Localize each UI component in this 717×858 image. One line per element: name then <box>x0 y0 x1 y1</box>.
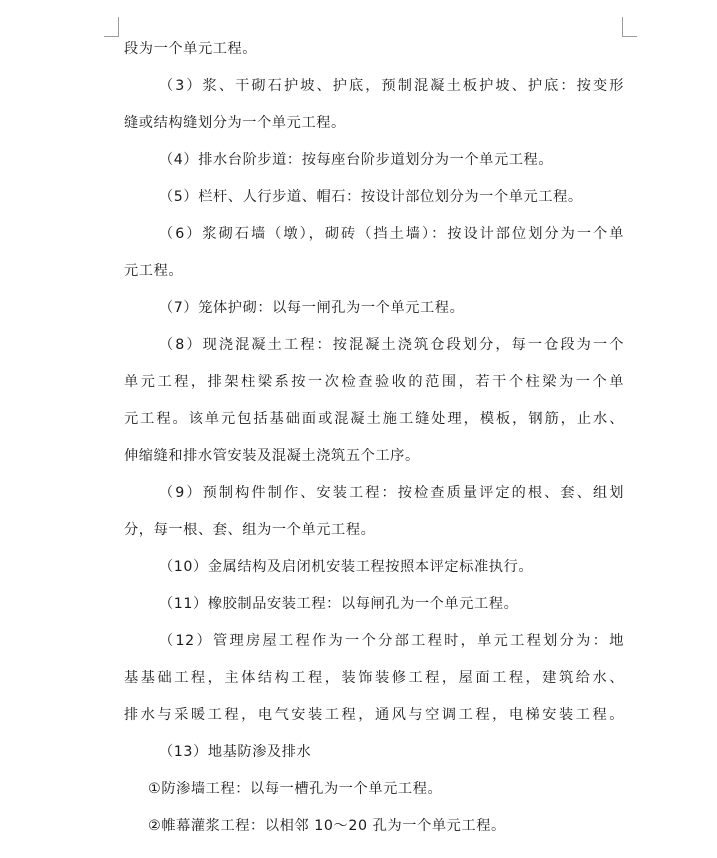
paragraph-line: ①防渗墙工程：以每一槽孔为一个单元工程。 <box>148 781 443 797</box>
paragraph-line: ②帷幕灌浆工程：以相邻 10～20 孔为一个单元工程。 <box>148 818 506 834</box>
paragraph-line: （11）橡胶制品安装工程：以每闸孔为一个单元工程。 <box>159 596 519 612</box>
paragraph-line: （12）管理房屋工程作为一个分部工程时，单元工程划分为：地 <box>159 633 624 649</box>
paragraph-line: 分，每一根、套、组为一个单元工程。 <box>124 522 376 538</box>
paragraph-line: （10）金属结构及启闭机安装工程按照本评定标准执行。 <box>159 559 534 575</box>
paragraph-line: 元工程。 <box>124 263 184 279</box>
paragraph-line: （6）浆砌石墙（墩），砌砖（挡土墙）：按设计部位划分为一个单 <box>159 226 624 242</box>
paragraph-line: （7）笼体护砌：以每一闸孔为一个单元工程。 <box>159 300 465 316</box>
paragraph-line: 伸缩缝和排水管安装及混凝土浇筑五个工序。 <box>124 448 420 464</box>
paragraph-line: 缝或结构缝划分为一个单元工程。 <box>124 115 346 131</box>
paragraph-line: （9）预制构件制作、安装工程：按检查质量评定的根、套、组划 <box>159 485 624 501</box>
paragraph-line: （5）栏杆、人行步道、帽石：按设计部位划分为一个单元工程。 <box>159 189 583 205</box>
paragraph-line: （3）浆、干砌石护坡、护底，预制混凝土板护坡、护底：按变形 <box>159 78 624 94</box>
top-right-margin-marker <box>622 17 637 37</box>
paragraph-line: 单元工程，排架柱梁系按一次检查验收的范围，若干个柱梁为一个单 <box>124 374 624 390</box>
paragraph-line: （4）排水台阶步道：按每座台阶步道划分为一个单元工程。 <box>159 152 554 168</box>
paragraph-line: （8）现浇混凝土工程：按混凝土浇筑仓段划分，每一仓段为一个 <box>159 337 624 353</box>
paragraph-line: 排水与采暖工程，电气安装工程，通风与空调工程，电梯安装工程。 <box>124 707 624 723</box>
top-left-margin-marker <box>104 17 119 37</box>
paragraph-line: （13）地基防渗及排水 <box>159 744 312 760</box>
paragraph-line: 基基础工程，主体结构工程，装饰装修工程，屋面工程，建筑给水、 <box>124 670 624 686</box>
paragraph-line: 元工程。该单元包括基础面或混凝土施工缝处理，模板，钢筋，止水、 <box>124 411 624 427</box>
paragraph-line: 段为一个单元工程。 <box>124 41 258 57</box>
